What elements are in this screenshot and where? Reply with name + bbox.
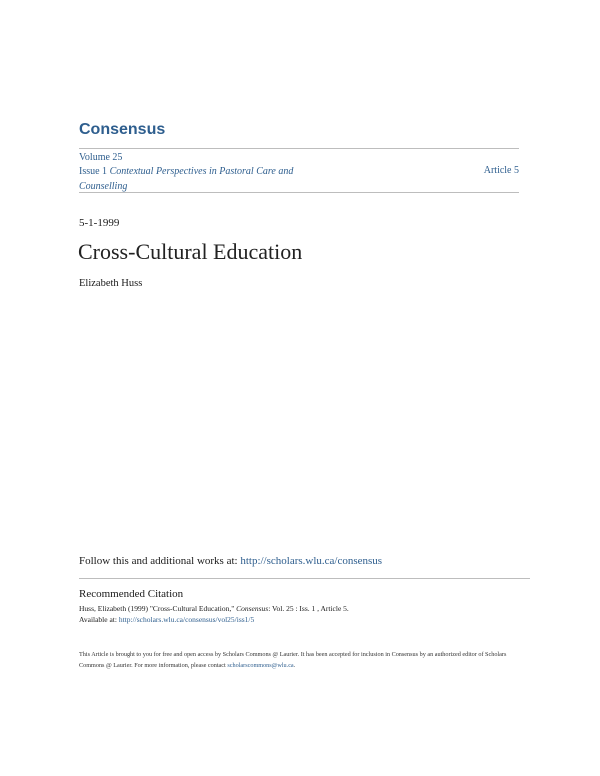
citation-reference-prefix: Huss, Elizabeth (1999) "Cross-Cultural Education," (79, 604, 237, 613)
author-name: Elizabeth Huss (79, 278, 143, 289)
follow-url-link[interactable]: http://scholars.wlu.ca/consensus (240, 555, 383, 567)
volume-label[interactable] (79, 151, 122, 165)
article-number-link[interactable]: Article 5 (483, 165, 519, 176)
citation-rule (79, 578, 530, 579)
issue-prefix: Issue 1 (79, 166, 108, 177)
notice-text: This Article is brought to you for free and open access by Scholars Commons @ Laurier. It has been accepted for inclusion in Consensus by an authorized editor of Scholars Commons @ Laurier. For more information, please contact (79, 651, 507, 669)
notice-period: . (293, 662, 296, 669)
header-top-rule (79, 148, 519, 149)
issue-title: Contextual Perspectives in Pastoral Care and Counselling (79, 166, 294, 192)
citation-reference (79, 603, 539, 614)
article-number-label[interactable] (484, 164, 519, 178)
recommended-citation-heading: Recommended Citation (79, 588, 184, 600)
access-notice (79, 649, 524, 671)
header-bottom-rule (79, 192, 519, 193)
follow-text: Follow this and additional works at: (79, 555, 241, 567)
publication-date: 5-1-1999 (79, 217, 120, 229)
article-title: Cross-Cultural Education (78, 239, 303, 264)
journal-title-link[interactable]: Consensus (79, 121, 166, 138)
follow-line (79, 555, 382, 567)
citation-availability (79, 614, 539, 625)
issue-link[interactable] (79, 164, 339, 194)
volume-link[interactable]: Volume 25 (79, 152, 123, 163)
citation-reference-suffix: : Vol. 25 : Iss. 1 , Article 5. (268, 604, 349, 613)
available-label: Available at: (79, 615, 119, 624)
citation-block (79, 603, 539, 625)
available-url-link[interactable]: http://scholars.wlu.ca/consensus/vol25/iss1/5 (118, 615, 255, 624)
citation-reference-journal: Consensus (236, 604, 269, 613)
contact-email-link[interactable]: scholarscommons@wlu.ca (227, 662, 294, 669)
